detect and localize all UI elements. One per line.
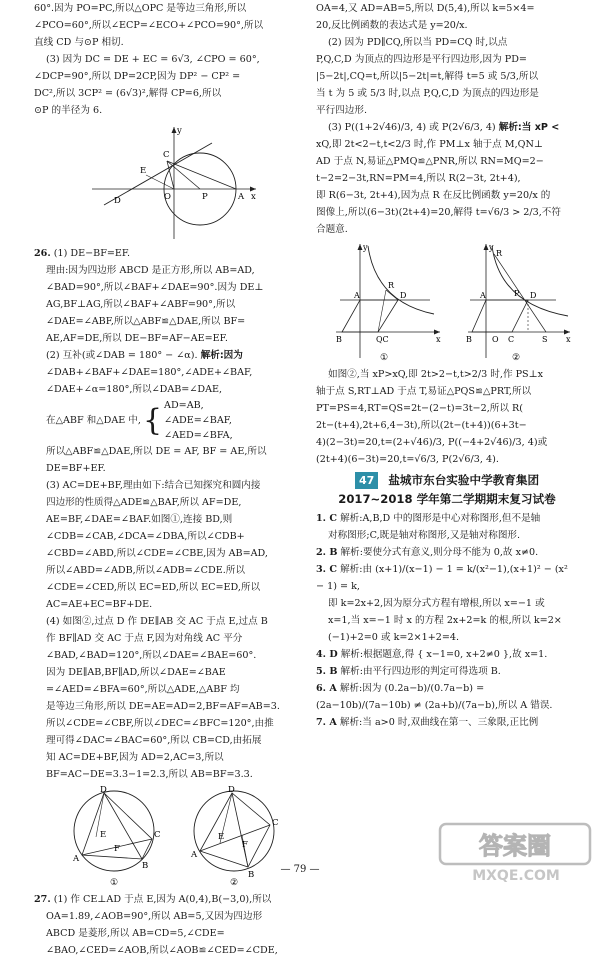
text-line: 知 AC=DE+BF,因为 AD=2,AC=3,所以 xyxy=(46,752,224,763)
text-line: 解析:因为 (0.2a−b)/(0.7a−b) = (2a−10b)/(7a−10b) ≠ (2a+b)/(7a−b),所以 A 错误. xyxy=(316,683,553,711)
text-line: xQ,即 2t<2−t,t<2/3 时,作 PM⊥x 轴于点 M,QN⊥ xyxy=(316,139,543,150)
question-number: 26. xyxy=(34,248,51,259)
text-line: 合题意. xyxy=(316,224,348,235)
watermark-text: 答案圈 xyxy=(479,832,551,860)
text-line: ∠DAE+∠α=180°,所以∠DAB=∠DAE, xyxy=(46,384,223,395)
section-title-line1: 盐城市东台实验中学教育集团 xyxy=(388,473,540,487)
text-line: OA=4,又 AD=AB=5,所以 D(5,4),所以 k=5×4= xyxy=(316,3,535,14)
watermark-logo xyxy=(438,822,594,886)
svg-text:QC: QC xyxy=(376,335,389,344)
svg-text:D: D xyxy=(228,785,235,795)
text-line: 当 t 为 5 或 5/3 时,以点 P,Q,C,D 为顶点的四边形是 xyxy=(316,88,539,99)
text-line: ∠DAE=∠ABF,所以△ABF≌△DAE,所以 BF= xyxy=(46,316,246,327)
text-line: AG,BF⊥AG,所以∠BAF+∠ABF=90°,所以 xyxy=(46,299,236,310)
text-line: 对称图形;C,既是轴对称图形,又是轴对称图形. xyxy=(328,530,521,541)
text-line: ∠CDE=∠CED,所以 EC=ED,所以 EC=ED,所以 xyxy=(46,582,261,593)
text-line: ∠BAO,∠CED=∠AOB,所以∠AOB≌∠CED=∠CDE, xyxy=(46,945,278,956)
text-line: 在△ABF 和△DAE 中, xyxy=(46,415,141,426)
answer-number: 3. C xyxy=(316,564,337,575)
svg-text:C: C xyxy=(272,818,279,828)
text-line: P,Q,C,D 为顶点的四边形是平行四边形,因为 PD= xyxy=(316,54,527,65)
text-line: 平行四边形. xyxy=(316,105,368,116)
text-line: PT=PS=4,RT=QS=2t−(2−t)=3t−2,所以 R( xyxy=(316,403,523,414)
answer-number: 1. C xyxy=(316,513,337,524)
equation-system: 在△ABF 和△DAE 中, { AD=AB, ∠ADE=∠BAF, ∠AED=∠BFA, xyxy=(46,400,233,441)
svg-text:O: O xyxy=(164,192,171,202)
text-line: 所以∠ABD=∠ADB,所以∠ADB=∠CDE.所以 xyxy=(46,565,245,576)
svg-text:D: D xyxy=(400,291,407,300)
answer-number: 4. D xyxy=(316,649,338,660)
text-line: 理可得∠DAC=∠BAC=60°,所以 CB=CD,由拓展 xyxy=(46,735,262,746)
svg-text:A: A xyxy=(191,850,198,860)
text-line: (1) 作 CE⊥AD 于点 E,因为 A(0,4),B(−3,0),所以 xyxy=(53,894,272,905)
svg-text:y: y xyxy=(177,126,182,136)
text-line: 图像上,所以(6−3t)(2t+4)=20,解得 t=√6/3 > 2/3,不符 xyxy=(316,207,561,218)
svg-text:F: F xyxy=(114,844,120,854)
text-line: (3) 因为 DC = DE + EC = 6√3, ∠CPO = 60°, xyxy=(46,54,260,65)
svg-text:y: y xyxy=(363,243,368,252)
figure-label: ① xyxy=(380,353,389,363)
svg-text:x: x xyxy=(436,335,441,344)
text-line: (4) 如图②,过点 D 作 DE∥AB 交 AC 于点 E,过点 B xyxy=(46,616,268,627)
text-line: 所以△ABF≌△DAE,所以 DE = AF, BF = AE,所以 xyxy=(46,446,267,457)
text-line: (1) DE−BF=EF. xyxy=(53,248,131,259)
hyperbola-figures xyxy=(316,240,578,364)
svg-text:R: R xyxy=(496,249,503,258)
analysis-label: 解析:当 xP < xyxy=(498,122,560,133)
text-line: ∠BAD,∠BAD=120°,所以∠DAE=∠BAE=60°. xyxy=(46,650,257,661)
text-line: 60°.因为 PO=PC,所以△OPC 是等边三角形,所以 xyxy=(34,3,247,14)
question-number: 27. xyxy=(34,894,51,905)
svg-text:F: F xyxy=(242,840,248,850)
svg-text:A: A xyxy=(480,291,486,300)
text-line: t−2=2−3t,RN=PM=4,所以 R(2−3t, 2t+4), xyxy=(316,173,521,184)
text-line: ∠CDB=∠CAB,∠DCA=∠DBA,所以∠CDB+ xyxy=(46,531,245,542)
text-line: 解析:根据题意,得 { x−1=0, x+2≠0 },故 x=1. xyxy=(340,649,548,660)
text-line: 轴于点 S,RT⊥AD 于点 T,易证△PQS≌△PRT,所以 xyxy=(316,386,532,397)
text-line: AD 于点 N,易证△PMQ≌△PNR,所以 RN=MQ=2− xyxy=(316,156,544,167)
svg-text:A: A xyxy=(238,192,245,202)
text-line: 直线 CD 与⊙P 相切. xyxy=(34,37,124,48)
text-line: BF=AC−DE=3.3−1=2.3,所以 AB=BF=3.3. xyxy=(46,769,253,780)
answer-number: 5. B xyxy=(316,666,338,677)
text-line: (3) P((1+2√46)/3, 4) 或 P(2√6/3, 4) xyxy=(328,122,496,133)
svg-text:x: x xyxy=(566,335,571,344)
svg-text:A: A xyxy=(73,854,80,864)
answer-number: 2. B xyxy=(316,547,338,558)
analysis-label: 解析:因为 xyxy=(200,350,243,361)
svg-text:R: R xyxy=(388,281,395,290)
svg-text:B: B xyxy=(142,861,149,871)
svg-text:B: B xyxy=(466,335,472,344)
svg-text:B: B xyxy=(248,870,255,880)
svg-text:y: y xyxy=(489,243,494,252)
svg-text:D: D xyxy=(100,785,107,795)
text-line: AD=AB, xyxy=(164,400,204,411)
svg-text:P: P xyxy=(202,192,208,202)
text-line: 即 k=2x+2,因为原分式方程有增根,所以 x=−1 或 xyxy=(328,598,545,609)
text-line: x=1,当 x=−1 时 x 的方程 2x+2=k 的根,所以 k=2× xyxy=(328,615,562,626)
text-line: 是等边三角形,所以 DE=AE=AD=2,BF=AF=AB=3. xyxy=(46,701,280,712)
text-line: |5−2t|,CQ=t,所以|5−2t|=t,解得 t=5 或 5/3,所以 xyxy=(316,71,539,82)
text-line: AC=AE+EC=BF+DE. xyxy=(46,599,153,610)
text-line: ABCD 是菱形,所以 AB=CD=5,∠CDE= xyxy=(46,928,225,939)
text-line: 即 R(6−3t, 2t+4),因为点 R 在反比例函数 y=20/x 的 xyxy=(316,190,551,201)
answer-number: 6. A xyxy=(316,683,337,694)
text-line: ∠AED=∠BFA, xyxy=(164,430,233,441)
text-line: 如图②,当 xP>xQ,即 2t>2−t,t>2/3 时,作 PS⊥x xyxy=(328,369,544,380)
svg-text:C: C xyxy=(508,335,515,344)
text-line: ∠PCO=60°,所以∠ECP=∠ECO+∠PCO=90°,所以 xyxy=(34,20,264,31)
text-line: ∠BAD=90°,所以∠BAF+∠DAE=90°.因为 DE⊥ xyxy=(46,282,264,293)
svg-text:E: E xyxy=(218,832,225,842)
answer-number: 7. A xyxy=(316,717,337,728)
text-line: (−1)+2=0 或 k=2×1+2=4. xyxy=(328,632,460,643)
text-line: 4)(2−3t)=20,t=(2+√46)/3, P((−4+2√46)/3, 4)或 xyxy=(316,437,548,448)
text-line: ∠DAB+∠BAF+∠DAE=180°,∠ADE+∠BAF, xyxy=(46,367,253,378)
text-line: 四边形的性质得△ADE≌△BAF,所以 AF=DE, xyxy=(46,497,242,508)
text-line: ∠CBD=∠ABD,所以∠CDE=∠CBE,因为 AB=AD, xyxy=(46,548,268,559)
text-line: 作 BF∥AD 交 AC 于点 F,因为对角线 AC 平分 xyxy=(46,633,243,644)
text-line: 解析:由 (x+1)/(x−1) − 1 = k/(x²−1),(x+1)² − (x² − 1) = k, xyxy=(316,564,568,592)
text-line: 2t−(t+4),2t+6,4−3t),所以(2t−(t+4))(6+3t− xyxy=(316,420,527,431)
text-line: 理由:因为四边形 ABCD 是正方形,所以 AB=AD, xyxy=(46,265,255,276)
text-line: ∠ADE=∠BAF, xyxy=(164,415,232,426)
section-number-badge: 47 xyxy=(355,472,378,489)
text-line: AE=BF,∠DAE=∠BAF.如图①,连接 BD,则 xyxy=(46,514,233,525)
text-line: 解析:A,B,D 中的图形是中心对称图形,但不是轴 xyxy=(340,513,541,524)
svg-text:D: D xyxy=(530,291,537,300)
figure-label: ① xyxy=(110,878,119,888)
watermark-url: MXQE.COM xyxy=(472,868,560,884)
svg-text:x: x xyxy=(251,192,256,202)
svg-text:A: A xyxy=(354,291,360,300)
text-line: 所以∠CDE=∠CBF,所以∠DEC=∠BFC=120°,由推 xyxy=(46,718,274,729)
text-line: =∠AED=∠BFA=60°,所以△ADE,△ABF 均 xyxy=(46,684,240,695)
svg-text:E: E xyxy=(140,166,147,176)
text-line: DC²,所以 3CP² = (6√3)²,解得 CP=6,所以 xyxy=(34,88,222,99)
text-line: (2t+4)(6−3t)=20,t=√6/3, P(2√6/3, 4). xyxy=(316,454,499,465)
section-title xyxy=(316,472,578,489)
text-line: (2) 互补(或∠DAB = 180° − ∠α). xyxy=(46,350,198,361)
svg-text:C: C xyxy=(154,830,161,840)
svg-text:C: C xyxy=(163,150,170,160)
circle-tangent-figure xyxy=(34,121,296,243)
text-line: 解析:由平行四边形的判定可得选项 B. xyxy=(340,666,501,677)
figure-label: ② xyxy=(230,878,239,888)
text-line: 20,反比例函数的表达式是 y=20/x. xyxy=(316,20,468,31)
svg-text:B: B xyxy=(336,335,342,344)
text-line: 因为 DE∥AB,BF∥AD,所以∠DAE=∠BAE xyxy=(46,667,226,678)
text-line: ⊙P 的半径为 6. xyxy=(34,105,103,116)
svg-text:P: P xyxy=(514,289,520,298)
svg-text:E: E xyxy=(100,830,107,840)
left-column xyxy=(34,0,296,959)
svg-text:O: O xyxy=(492,335,499,344)
text-line: OA=1.89,∠AOB=90°,所以 AB=5,又因为四边形 xyxy=(46,911,263,922)
text-line: ∠DCP=90°,所以 DP=2CP,因为 DP² − CP² = xyxy=(34,71,241,82)
page-number: — 79 — xyxy=(280,864,320,875)
svg-text:S: S xyxy=(542,335,548,344)
text-line: (3) AC=DE+BF,理由如下:结合已知探究和圆内接 xyxy=(46,480,261,491)
right-column xyxy=(316,0,578,731)
figure-label: ② xyxy=(512,353,521,363)
text-line: DE=BF+EF. xyxy=(46,463,106,474)
text-line: AE,AF=DE,所以 DE−BF=AF−AE=EF. xyxy=(46,333,228,344)
text-line: (2) 因为 PD∥CQ,所以当 PD=CQ 时,以点 xyxy=(328,37,508,48)
text-line: 解析:当 a>0 时,双曲线在第一、三象限,正比例 xyxy=(339,717,539,728)
section-title-line2: 2017~2018 学年第二学期期末复习试卷 xyxy=(338,492,556,506)
text-line: 解析:要使分式有意义,则分母不能为 0,故 x≠0. xyxy=(340,547,539,558)
svg-text:D: D xyxy=(114,196,121,206)
